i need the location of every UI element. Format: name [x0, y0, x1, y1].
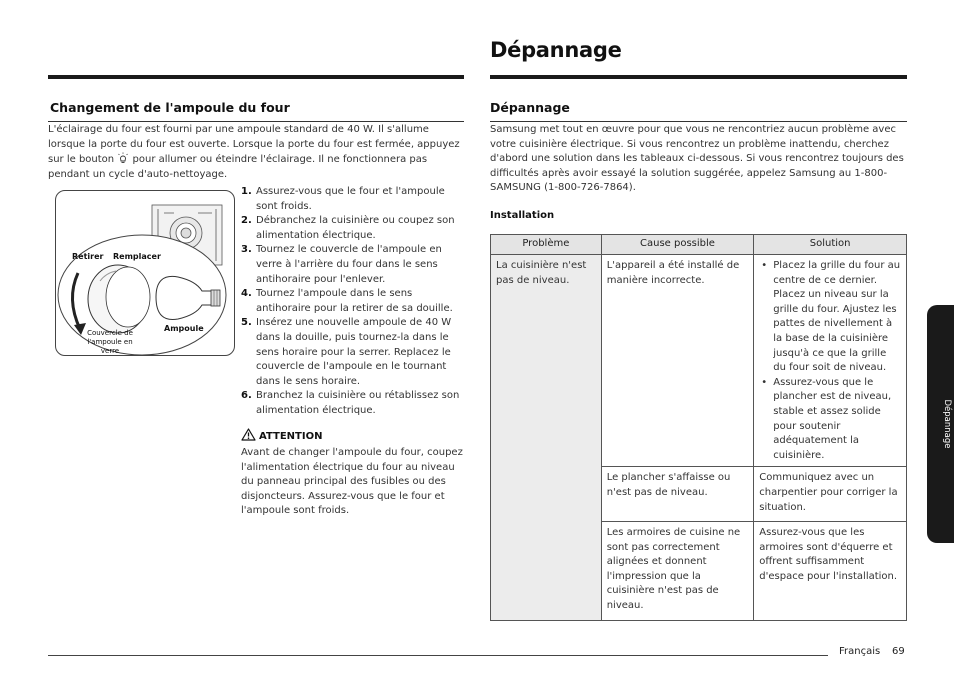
right-section-heading: Dépannage	[490, 100, 570, 115]
left-heading-rule	[48, 121, 464, 122]
solution-bullet: • Assurez-vous que le plancher est de niveau, stable et assez solide pour soutenir adéquatement la cuisinière.	[759, 376, 901, 464]
footer-language: Français	[839, 646, 881, 657]
light-icon	[117, 152, 129, 164]
left-top-rule	[48, 75, 464, 79]
footer-page-number: 69	[892, 646, 905, 657]
right-top-rule	[490, 75, 907, 79]
step-item: 5. Insérez une nouvelle ampoule de 40 W dans la douille, puis tournez-la dans le sens horaire pour la serrer. Replacez le couvercle de l'ampoule en le tournant dans le sens horaire.	[241, 317, 452, 387]
bulb-figure	[55, 190, 235, 356]
troubleshooting-table	[490, 234, 907, 621]
right-heading-rule	[490, 121, 907, 122]
step-item: 4. Tournez l'ampoule dans le sens antihoraire pour la retirer de sa douille.	[241, 288, 453, 314]
left-intro	[48, 123, 464, 182]
caution-title: ATTENTION	[259, 431, 323, 442]
solution-cell	[754, 255, 907, 467]
problem-cell: La cuisinière n'est pas de niveau.	[491, 255, 602, 621]
solution-cell: Communiquez avec un charpentier pour corriger la situation.	[754, 467, 907, 522]
cause-cell: Le plancher s'affaisse ou n'est pas de niveau.	[601, 467, 754, 522]
right-intro: Samsung met tout en œuvre pour que vous ne rencontriez aucun problème avec votre cuisinière électrique. Si vous rencontrez un problème inattendu, cherchez d'abord une solution dans les tableaux ci-dessous. Si vous rencontrez toujours des difficultés après avoir essayé la solution suggérée, appelez Samsung au 1-800-SAMSUNG (1-800-726-7864).	[490, 124, 904, 194]
cause-cell: Les armoires de cuisine ne sont pas correctement alignées et donnent l'impression que la cuisinière n'est pas de niveau.	[601, 522, 754, 621]
solution-bullet: • Placez la grille du four au centre de ce dernier. Placez un niveau sur la grille du four. Ajustez les pattes de nivellement à la base de la cuisinière jusqu'à ce que la grille du four soit de niveau.	[759, 259, 901, 376]
step-item: 2. Débranchez la cuisinière ou coupez son alimentation électrique.	[241, 215, 455, 241]
caution-header	[241, 428, 322, 442]
left-intro-text-1: L'éclairage du four est fourni par une ampoule standard de 40 W. Il s'allume lorsque la porte du four est ouverte. Lorsque la porte du four est fermée, appuyez sur le bouton	[48, 124, 460, 166]
col-header-solution: Solution	[754, 235, 907, 255]
table-row	[491, 255, 907, 467]
label-bulb: Ampoule	[164, 324, 204, 333]
step-item: 6. Branchez la cuisinière ou rétablissez son alimentation électrique.	[241, 390, 460, 416]
page-title: Dépannage	[490, 38, 622, 62]
left-section-heading: Changement de l'ampoule du four	[50, 100, 290, 115]
caution-text: Avant de changer l'ampoule du four, coupez l'alimentation électrique du four au niveau du panneau principal des fusibles ou des disjoncteurs. Assurez-vous que le four et l'ampoule sont froids.	[241, 447, 463, 517]
step-item: 3. Tournez le couvercle de l'ampoule en verre à l'arrière du four dans le sens antihoraire pour l'enlever.	[241, 244, 442, 285]
installation-subheading: Installation	[490, 210, 555, 221]
table-header-row	[491, 235, 907, 255]
footer-rule	[48, 655, 828, 656]
section-side-tab	[927, 305, 954, 543]
side-tab-label: Dépannage	[942, 399, 952, 449]
solution-cell: Assurez-vous que les armoires sont d'équerre et offrent suffisamment d'espace pour l'installation.	[754, 522, 907, 621]
step-item: 1. Assurez-vous que le four et l'ampoule sont froids.	[241, 186, 445, 212]
label-cover: Couvercle de l'ampoule en verre	[87, 329, 133, 355]
steps-list	[241, 185, 465, 419]
col-header-cause: Cause possible	[601, 235, 754, 255]
label-remove: Retirer	[72, 252, 104, 261]
left-intro-text-2: pour allumer ou éteindre l'éclairage. Il ne fonctionnera pas pendant un cycle d'auto-nettoyage.	[48, 154, 428, 180]
cause-cell: L'appareil a été installé de manière incorrecte.	[601, 255, 754, 467]
col-header-problem: Problème	[491, 235, 602, 255]
warning-icon	[241, 428, 256, 441]
label-replace: Remplacer	[113, 252, 161, 261]
